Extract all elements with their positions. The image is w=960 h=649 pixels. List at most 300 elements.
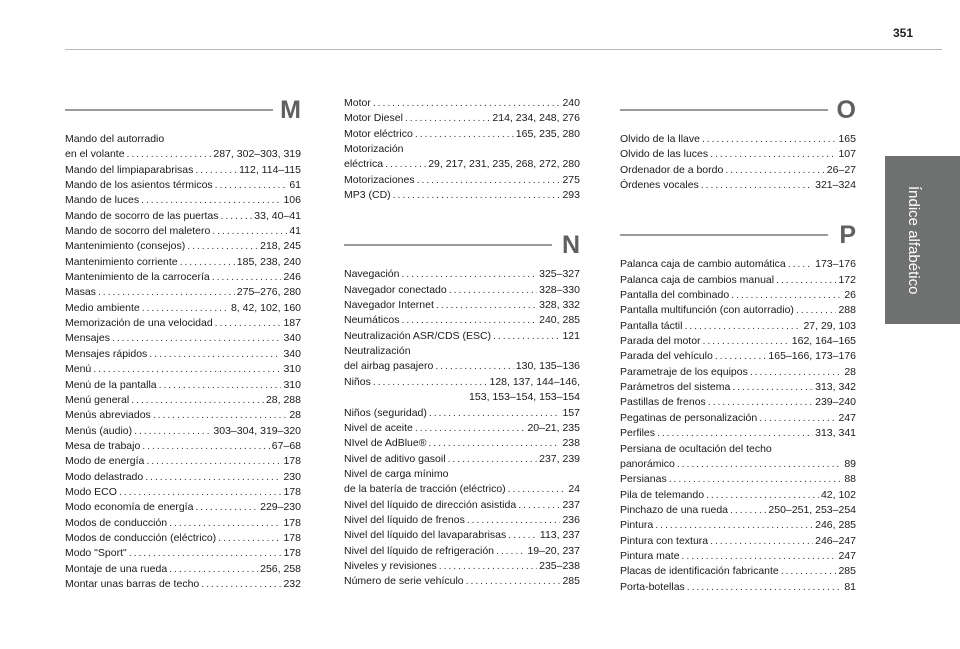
index-entry-row: [344, 267, 580, 282]
index-entry-term: Menús (audio): [65, 424, 133, 437]
index-entry-pages: 340: [283, 332, 301, 345]
dot-leader: [187, 239, 258, 254]
index-entry-pages: 328–330: [539, 283, 580, 296]
index-entry-term: Mensajes rápidos: [65, 347, 148, 360]
index-entry-row: [344, 329, 580, 344]
index-entry: [620, 564, 856, 579]
index-entry: [620, 365, 856, 380]
index-entry: [620, 288, 856, 303]
dot-leader: [180, 255, 235, 270]
index-entry-row: [344, 375, 580, 390]
index-entry-row: [620, 303, 856, 318]
dot-leader: [417, 173, 561, 188]
index-entry-term: Número de serie vehículo: [344, 575, 464, 588]
index-column-1: [65, 92, 301, 592]
dot-leader: [215, 178, 288, 193]
index-entry-pages: 178: [283, 485, 301, 498]
dot-leader: [439, 559, 537, 574]
index-entry-pages: 29, 217, 231, 235, 268, 272, 280: [428, 158, 580, 171]
index-side-tab-label: Índice alfabético: [905, 185, 922, 295]
dot-leader: [684, 319, 801, 334]
index-entry-term: Persianas: [620, 473, 667, 486]
index-entry-row: [620, 534, 856, 549]
index-entry: [620, 349, 856, 364]
index-entry-term: en el volante: [65, 148, 125, 161]
dot-leader: [710, 534, 813, 549]
index-entry: [344, 559, 580, 574]
dot-leader: [466, 574, 561, 589]
index-entry-pages: 275: [562, 173, 580, 186]
dot-leader: [112, 331, 282, 346]
index-entry-pages: 293: [562, 189, 580, 202]
index-entry-pages: 236: [562, 513, 580, 526]
index-entry-row: [620, 380, 856, 395]
dot-leader: [149, 347, 281, 362]
index-entry: [620, 488, 856, 503]
index-entry-term: Ordenador de a bordo: [620, 163, 724, 176]
index-entry-pages: 256, 258: [260, 562, 301, 575]
index-entry-row: [620, 349, 856, 364]
index-entry-term: Pastillas de frenos: [620, 396, 706, 409]
index-entry-pages: 26–27: [826, 163, 856, 176]
index-entry-row: [65, 193, 301, 208]
dot-leader: [669, 472, 843, 487]
index-entry-row: [65, 224, 301, 239]
index-entry-term: Mando de socorro de las puertas: [65, 209, 219, 222]
index-entry-pages: 250–251, 253–254: [768, 503, 856, 516]
dot-leader: [98, 285, 235, 300]
dot-leader: [373, 96, 561, 111]
index-entry: [620, 442, 856, 473]
index-entry: [344, 528, 580, 543]
index-entry-pages: 173–176: [815, 258, 856, 271]
dot-leader: [687, 580, 843, 595]
index-entry-term: Nivel del líquido de frenos: [344, 513, 465, 526]
index-entry-row: [344, 96, 580, 111]
index-entry-pages: 112, 114–115: [239, 163, 301, 176]
dot-leader: [703, 334, 790, 349]
index-entry-term: Nivel del líquido de refrigeración: [344, 544, 494, 557]
index-entry: [344, 436, 580, 451]
index-entry-row: [65, 424, 301, 439]
dot-leader: [169, 516, 281, 531]
index-entry-pages: 246, 285: [815, 519, 856, 532]
index-entry: [620, 273, 856, 288]
dot-leader: [701, 178, 813, 193]
index-entry-term: del airbag pasajero: [344, 360, 434, 373]
index-entry-pages: 130, 135–136: [515, 360, 580, 373]
index-entry-pages: 128, 137, 144–146,: [489, 375, 580, 388]
index-entry: [620, 549, 856, 564]
index-entry-term: Mantenimiento (consejos): [65, 240, 186, 253]
index-entry-row: [344, 421, 580, 436]
index-entry-term: Memorización de una velocidad: [65, 317, 213, 330]
index-entry-row: [65, 577, 301, 592]
index-entry: [65, 577, 301, 592]
index-entry-term: Masas: [65, 286, 96, 299]
index-entry-row: [65, 393, 301, 408]
index-entry-row: [65, 408, 301, 423]
index-entry-row: [65, 239, 301, 254]
index-entry: [65, 285, 301, 300]
index-entry-pages: 19–20, 237: [527, 544, 580, 557]
index-entry: [344, 173, 580, 188]
index-entry-pages: 42, 102: [820, 488, 856, 501]
index-entry-heading: Nivel de carga mínimo: [344, 467, 449, 480]
index-entry-term: Parámetros del sistema: [620, 381, 731, 394]
dot-leader: [435, 359, 513, 374]
index-entry-pages: 26: [844, 289, 856, 302]
index-entry: [65, 163, 301, 178]
dot-leader: [146, 454, 281, 469]
section-gap: [620, 193, 856, 217]
index-entry-pages: 303–304, 319–320: [213, 424, 301, 437]
index-entry-pages: 33, 40–41: [254, 209, 301, 222]
index-entry-term: Navegación: [344, 268, 400, 281]
index-entry-pages: 162, 164–165: [791, 335, 856, 348]
index-entry-pages: 238: [562, 437, 580, 450]
index-entry-pages: 275–276, 280: [236, 286, 301, 299]
index-entry-row: [620, 288, 856, 303]
index-entry: [65, 270, 301, 285]
index-entry-pages: 28: [844, 365, 856, 378]
section-rule: [65, 109, 273, 111]
index-entry-pages: 310: [283, 363, 301, 376]
index-entry-row: [620, 319, 856, 334]
index-entry-pages: 88: [844, 473, 856, 486]
index-entry-pages: 107: [838, 148, 856, 161]
index-entry-row: [620, 147, 856, 162]
index-entry: [65, 347, 301, 362]
index-entry-pages: 232: [283, 577, 301, 590]
index-entry-row: [620, 580, 856, 595]
index-entry-term: Porta-botellas: [620, 580, 685, 593]
index-entry-row: [344, 173, 580, 188]
index-entry-term: Motorizaciones: [344, 173, 415, 186]
index-entry: [65, 470, 301, 485]
dot-leader: [401, 267, 537, 282]
index-entry-row: [344, 574, 580, 589]
index-entry-row: [65, 316, 301, 331]
dot-leader: [429, 406, 561, 421]
index-entry: [344, 298, 580, 313]
index-entry: [65, 531, 301, 546]
index-entry: [344, 283, 580, 298]
index-entry-term: Modo economía de energía: [65, 501, 194, 514]
section-header: [344, 227, 580, 263]
dot-leader: [788, 257, 813, 272]
dot-leader: [730, 503, 766, 518]
index-entry: [620, 163, 856, 178]
index-entry-pages: 178: [283, 516, 301, 529]
index-entry-row: [65, 470, 301, 485]
index-entry-row: [344, 498, 580, 513]
index-entry-row: [620, 132, 856, 147]
index-entry-term: Niños: [344, 375, 371, 388]
index-entry-pages: 172: [838, 273, 856, 286]
index-entry-row: [344, 406, 580, 421]
index-entry-pages: 185, 238, 240: [236, 255, 301, 268]
index-entry-row: [65, 562, 301, 577]
index-entry-term: Neutralización ASR/CDS (ESC): [344, 329, 492, 342]
index-entry-pages: 178: [283, 455, 301, 468]
index-entry-row: [344, 157, 580, 172]
index-entry: [344, 111, 580, 126]
dot-leader: [131, 393, 264, 408]
index-entry-term: Navegador Internet: [344, 299, 434, 312]
dot-leader: [518, 498, 560, 513]
section-rule: [620, 109, 828, 111]
index-entry-heading: Motorización: [344, 143, 404, 156]
index-entry-term: Mando del limpiaparabrisas: [65, 163, 194, 176]
index-entry-term: NIvel de AdBlue®: [344, 437, 427, 450]
index-entry: [65, 255, 301, 270]
dot-leader: [405, 111, 490, 126]
index-entry-term: Menú: [65, 363, 92, 376]
index-entry-row: [344, 283, 580, 298]
index-entry-term: Modos de conducción (eléctrico): [65, 531, 217, 544]
index-entry: [620, 472, 856, 487]
index-entry-pages: 321–324: [815, 179, 856, 192]
index-entry-row: [344, 559, 580, 574]
index-entry-pages-continued: 153, 153–154, 153–154: [469, 391, 580, 404]
dot-leader: [702, 132, 837, 147]
dot-leader: [750, 365, 842, 380]
index-entry-pages: 24: [568, 483, 580, 496]
index-entry-row: [344, 452, 580, 467]
index-entry-pages: 165: [838, 133, 856, 145]
index-entry-row: [65, 285, 301, 300]
index-entry-term: Perfiles: [620, 427, 656, 440]
index-entry-term: Palanca caja de cambios manual: [620, 273, 775, 286]
index-entry: [620, 395, 856, 410]
index-entry-row: [620, 426, 856, 441]
index-entry-pages: 237, 239: [539, 452, 580, 465]
index-entry: [344, 127, 580, 142]
index-entry-row: [344, 528, 580, 543]
index-entry-row: [65, 516, 301, 531]
index-entry: [620, 257, 856, 272]
index-entry-row: [344, 298, 580, 313]
index-entry: [65, 439, 301, 454]
index-entry: [620, 147, 856, 162]
index-entry-row: [344, 313, 580, 328]
dot-leader: [385, 157, 426, 172]
index-entry-row: [620, 257, 856, 272]
index-entry-pages: 218, 245: [260, 240, 301, 253]
index-entry-term: Pinchazo de una rueda: [620, 503, 728, 516]
index-entry: [620, 319, 856, 334]
index-column-2: [344, 96, 580, 590]
index-entry: [620, 534, 856, 549]
dot-leader: [142, 301, 229, 316]
index-entry-pages: 310: [283, 378, 301, 391]
section-header: [65, 92, 301, 128]
index-entry-pages: 328, 332: [539, 299, 580, 312]
dot-leader: [759, 411, 836, 426]
index-entry: [344, 467, 580, 498]
index-entry-row: [65, 147, 301, 162]
index-entry-term: Pantalla táctil: [620, 319, 683, 332]
index-entry-row: [344, 111, 580, 126]
index-entry-term: Niños (seguridad): [344, 406, 427, 419]
index-entry-term: Nivel de aceite: [344, 421, 413, 434]
index-entry-pages: 178: [283, 531, 301, 544]
dot-leader: [134, 424, 211, 439]
section-gap: [344, 203, 580, 227]
dot-leader: [449, 283, 537, 298]
index-entry: [344, 513, 580, 528]
index-entry: [65, 331, 301, 346]
index-entry-row: [65, 347, 301, 362]
index-entry-term: Parada del motor: [620, 335, 701, 348]
index-entry-row: [65, 485, 301, 500]
index-entry-term: Olvido de las luces: [620, 148, 709, 161]
dot-leader: [212, 270, 282, 285]
index-entry-pages: 288: [838, 304, 856, 317]
index-entry-term: MP3 (CD): [344, 189, 391, 202]
index-column-3: [620, 92, 856, 595]
index-entry-term: Modos de conducción: [65, 516, 168, 529]
index-entry: [344, 142, 580, 173]
index-entry: [65, 516, 301, 531]
index-entry: [344, 96, 580, 111]
index-entry-pages: 106: [283, 194, 301, 207]
index-entry: [344, 188, 580, 203]
index-entry-term: Navegador conectado: [344, 283, 447, 296]
index-entry-term: Nivel del líquido de dirección asistida: [344, 498, 517, 511]
index-entry-row: [65, 301, 301, 316]
section-rule: [344, 244, 552, 246]
dot-leader: [195, 163, 237, 178]
index-entry-term: de la batería de tracción (eléctrico): [344, 483, 506, 496]
index-entry: [65, 362, 301, 377]
index-entry-term: Mantenimiento de la carrocería: [65, 271, 210, 284]
index-entry-term: Placas de identificación fabricante: [620, 565, 779, 578]
dot-leader: [195, 500, 258, 515]
index-entry-pages: 229–230: [260, 501, 301, 514]
index-entry-term: Montaje de una rueda: [65, 562, 168, 575]
dot-leader: [415, 421, 526, 436]
dot-leader: [159, 378, 282, 393]
dot-leader: [732, 380, 813, 395]
index-entry-heading: Mando del autorradio: [65, 133, 165, 145]
index-entry-term: Mando de los asientos térmicos: [65, 179, 213, 192]
index-entry-term: Olvido de la llave: [620, 133, 700, 145]
dot-leader: [796, 303, 837, 318]
index-entry-row: [620, 365, 856, 380]
dot-leader: [415, 127, 514, 142]
index-entry: [344, 452, 580, 467]
index-entry-pages: 247: [838, 549, 856, 562]
index-entry: [65, 301, 301, 316]
index-entry: [344, 421, 580, 436]
index-entry: [65, 178, 301, 193]
index-entry-term: Menú general: [65, 393, 130, 406]
index-entry-row: [344, 544, 580, 559]
index-entry-pages: 81: [844, 580, 856, 593]
index-entry-row: [620, 334, 856, 349]
index-entry: [344, 375, 580, 406]
dot-leader: [401, 313, 537, 328]
index-entry-row: [620, 488, 856, 503]
index-entry-row: [344, 513, 580, 528]
index-entry-row: [620, 564, 856, 579]
index-entry-term: Menú de la pantalla: [65, 378, 157, 391]
dot-leader: [677, 457, 842, 472]
dot-leader: [708, 395, 813, 410]
index-entry-row: [65, 255, 301, 270]
index-entry-pages: 285: [562, 575, 580, 588]
section-letter: M: [280, 96, 301, 124]
index-entry: [620, 132, 856, 147]
index-entry: [65, 454, 301, 469]
dot-leader: [218, 531, 281, 546]
index-entry-row: [65, 331, 301, 346]
index-entry-term: eléctrica: [344, 158, 384, 171]
index-entry-term: Mensajes: [65, 332, 110, 345]
index-entry: [344, 498, 580, 513]
index-entry-term: Mando de luces: [65, 194, 140, 207]
index-entry: [344, 329, 580, 344]
index-entry-term: Mantenimiento corriente: [65, 255, 178, 268]
index-entry-pages: 178: [283, 547, 301, 560]
index-entry-pages: 313, 341: [815, 427, 856, 440]
index-entry-term: Mesa de trabajo: [65, 439, 141, 452]
index-entry-term: Pintura mate: [620, 549, 680, 562]
index-entry: [620, 334, 856, 349]
section-letter: P: [839, 221, 856, 250]
index-entry: [620, 411, 856, 426]
dot-leader: [448, 452, 538, 467]
index-entry-row: [344, 436, 580, 451]
index-entry-row: [620, 395, 856, 410]
index-entry: [65, 485, 301, 500]
index-entry-term: Palanca caja de cambio automática: [620, 258, 786, 271]
dot-leader: [373, 375, 488, 390]
index-entry-pages: 121: [562, 329, 580, 342]
index-entry-term: Modo delastrado: [65, 470, 144, 483]
index-entry-pages: 41: [289, 225, 301, 238]
index-entry-row: [620, 503, 856, 518]
dot-leader: [153, 408, 288, 423]
index-entry-pages: 214, 234, 248, 276: [492, 112, 580, 125]
index-entry-row: [65, 378, 301, 393]
dot-leader: [496, 544, 525, 559]
index-entry-term: Modo ECO: [65, 485, 117, 498]
index-entry-term: Nivel de aditivo gasoil: [344, 452, 446, 465]
index-entry-row: [65, 546, 301, 561]
index-entry-row: [620, 411, 856, 426]
dot-leader: [129, 546, 282, 561]
dot-leader: [119, 485, 282, 500]
index-entry-pages: 113, 237: [539, 529, 580, 542]
index-entry-pages: 61: [289, 179, 301, 192]
index-entry-term: Parada del vehículo: [620, 350, 713, 363]
index-entry-pages: 235–238: [539, 559, 580, 572]
dot-leader: [682, 549, 837, 564]
index-entry-pages: 247: [838, 411, 856, 424]
index-entry-row: [620, 472, 856, 487]
index-entry-pages: 8, 42, 102, 160: [230, 301, 301, 314]
index-entry-pages: 165, 235, 280: [515, 127, 580, 140]
index-entry: [65, 408, 301, 423]
dot-leader: [145, 470, 281, 485]
index-entry-term: Motor Diesel: [344, 112, 403, 125]
dot-leader: [436, 298, 537, 313]
dot-leader: [493, 329, 560, 344]
index-entry: [620, 178, 856, 193]
